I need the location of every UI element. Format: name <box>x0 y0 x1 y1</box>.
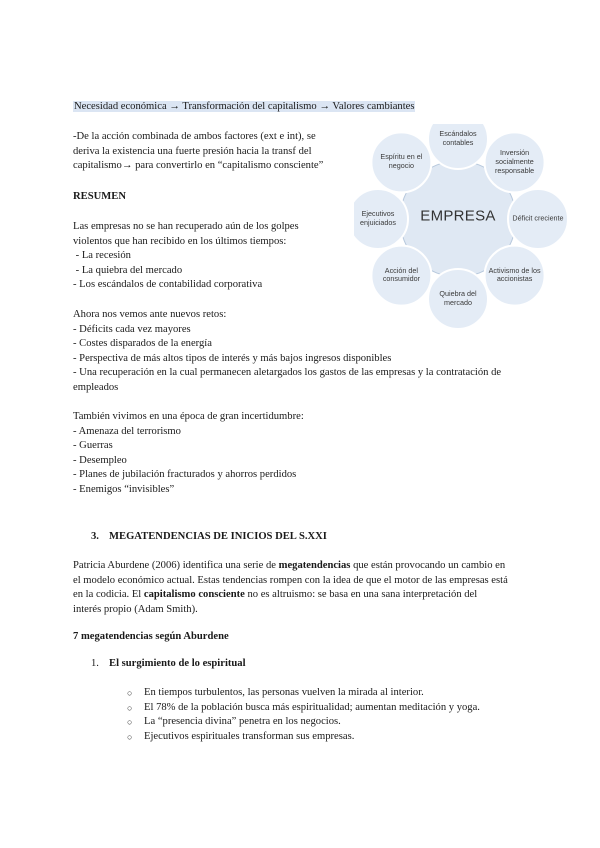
resumen-line: Las empresas no se han recuperado aún de los golpes <box>73 221 299 232</box>
bullet-mark: ○ <box>127 731 133 742</box>
incertidumbre-line: - Planes de jubilación fracturados y ahorros perdidos <box>73 469 297 481</box>
aburdene-paragraph <box>73 559 535 617</box>
retos-line: - Déficits cada vez mayores <box>73 323 191 335</box>
list-item-text: El 78% de la población busca más espiritualidad; aumentan meditación y yoga. <box>144 701 480 713</box>
header-highlight: Necesidad económica → Transformación del capitalismo → Valores cambiantes <box>74 101 415 112</box>
diagram-node-label: Ejecutivos enjuiciados <box>360 209 396 227</box>
resumen-title: RESUMEN <box>73 191 126 202</box>
paragraph-text: Patricia Aburdene (2006) identifica una serie de <box>73 560 279 571</box>
paragraph-text: no es altruismo: se basa en una sana interpretación del <box>244 589 478 601</box>
list-item-text: La “presencia divina” penetra en los negocios. <box>144 716 341 728</box>
resumen-line: - La recesión <box>73 250 131 262</box>
incertidumbre-line: - Desempleo <box>73 454 127 466</box>
paragraph-line <box>73 559 535 574</box>
intro-line: capitalismo→ para convertirlo en “capitalismo consciente” <box>73 160 324 172</box>
resumen-line: - Los escándalos de contabilidad corporativa <box>73 279 263 291</box>
section-number: 3. <box>91 531 99 542</box>
list-item <box>127 730 544 745</box>
diagram-node-label: Inversión socialmente responsable <box>495 148 535 175</box>
diagram-node-label: Quiebra del mercado <box>439 289 477 307</box>
item-bullets <box>127 686 544 744</box>
retos-line: - Perspectiva de más altos tipos de interés y más bajos ingresos disponibles <box>73 352 392 364</box>
list-item <box>127 701 544 716</box>
paragraph-text: que están provocando un cambio en <box>350 560 506 571</box>
paragraph-line: el modelo económico actual. Estas tendencias rompen con la idea de que el motor de las empresas está <box>73 574 508 586</box>
bullet-mark: ○ <box>127 688 133 698</box>
incertidumbre-line: También vivimos en una época de gran incertidumbre: <box>73 411 304 422</box>
section-title: MEGATENDENCIAS DE INICIOS DEL S.XXI <box>109 531 327 542</box>
diagram-node-label: Déficit creciente <box>512 213 564 223</box>
diagram-node-label: Escándalos contables <box>439 129 477 147</box>
incertidumbre-block <box>73 410 533 498</box>
list-item <box>127 686 544 701</box>
retos-line: empleados <box>73 381 119 393</box>
incertidumbre-line: - Enemigos “invisibles” <box>73 483 175 495</box>
paragraph-text: en la codicia. El <box>73 589 144 601</box>
paragraph-line <box>73 588 535 603</box>
list-item-text: En tiempos turbulentos, las personas vuelven la mirada al interior. <box>144 687 424 698</box>
empresa-diagram <box>354 124 572 330</box>
resumen-block <box>73 220 353 293</box>
bullet-mark: ○ <box>127 717 133 728</box>
retos-line: - Costes disparados de la energía <box>73 338 212 350</box>
item-number: 1. <box>91 658 99 669</box>
incertidumbre-line: - Amenaza del terrorismo <box>73 425 181 437</box>
paragraph-line: interés propio (Adam Smith). <box>73 603 198 615</box>
diagram-node-label: Activismo de los accionistas <box>488 265 541 284</box>
diagram-node-label: Acción del consumidor <box>382 265 420 284</box>
resumen-line: violentos que han recibido en los últimos tiempos: <box>73 235 287 247</box>
bullet-mark: ○ <box>127 702 133 713</box>
incertidumbre-line: - Guerras <box>73 440 113 452</box>
intro-line: -De la acción combinada de ambos factores (ext e int), se <box>73 131 316 142</box>
list-item-text: Ejecutivos espirituales transforman sus empresas. <box>144 730 355 742</box>
header-line <box>73 100 415 115</box>
diagram-center-label: EMPRESA <box>420 207 496 225</box>
paragraph-bold: capitalismo consciente <box>143 589 245 601</box>
item-title: El surgimiento de lo espiritual <box>109 658 246 669</box>
intro-line: deriva la existencia una fuerte presión hacia la transf del <box>73 145 312 157</box>
diagram-node-label: Espíritu en el negocio <box>380 152 423 171</box>
list-item <box>127 715 544 730</box>
megatendencias-title: 7 megatendencias según Aburdene <box>73 631 229 642</box>
resumen-line: - La quiebra del mercado <box>73 264 183 276</box>
retos-line: - Una recuperación en la cual permanecen aletargados los gastos de las empresas y la contratación de <box>73 367 502 379</box>
paragraph-bold: megatendencias <box>278 560 351 571</box>
intro-block <box>73 130 353 174</box>
retos-line: Ahora nos vemos ante nuevos retos: <box>73 309 227 320</box>
